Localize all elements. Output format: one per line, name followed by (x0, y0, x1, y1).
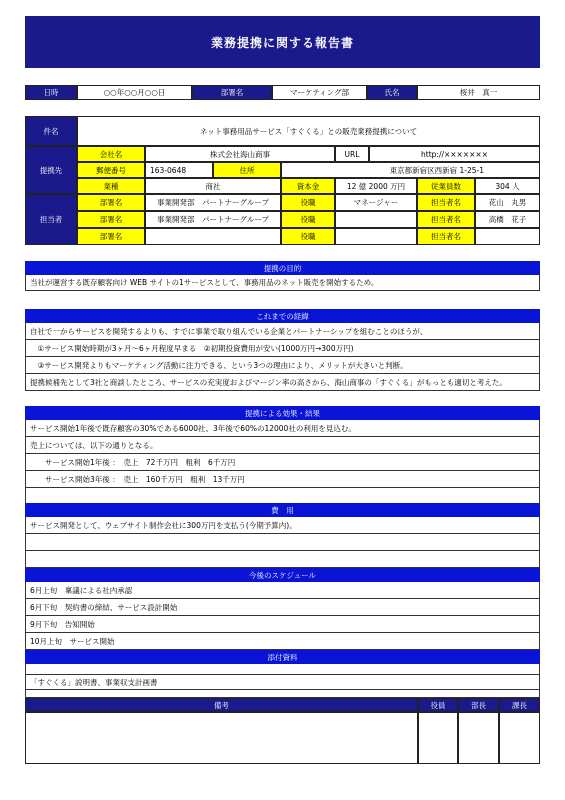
contact-person-value: 花山 丸男 (475, 194, 540, 211)
background-heading: これまでの経緯 (25, 309, 540, 323)
employees-value: 304 人 (475, 178, 540, 194)
contact-dept-value: 事業開発部 パートナーグループ (145, 211, 281, 228)
contact-role-value (335, 211, 417, 228)
officer-stamp-box[interactable] (418, 712, 458, 764)
schedule-heading: 今後のスケジュール (25, 568, 540, 582)
contact-person-label: 担当者名 (417, 194, 475, 211)
cost-line (25, 551, 540, 568)
manager-label: 部長 (458, 698, 499, 712)
cost-line (25, 534, 540, 551)
url-value: http://××××××× (369, 146, 540, 162)
contact-dept-value (145, 228, 281, 245)
company-value: 株式会社海山商事 (145, 146, 335, 162)
industry-label: 業種 (77, 178, 145, 194)
section-chief-stamp-box[interactable] (499, 712, 540, 764)
contact-dept-value: 事業開発部 パートナーグループ (145, 194, 281, 211)
address-value: 東京都新宿区西新宿 1-25-1 (281, 162, 540, 178)
manager-stamp-box[interactable] (458, 712, 499, 764)
capital-value: 12 億 2000 万円 (335, 178, 417, 194)
contact-person-label: 担当者名 (417, 228, 475, 245)
contact-person-value (475, 228, 540, 245)
contact-dept-label: 部署名 (77, 228, 145, 245)
contact-role-label: 役職 (281, 228, 335, 245)
dept-label: 部署名 (192, 85, 272, 100)
url-label: URL (335, 146, 369, 162)
name-value: 桜井 真一 (417, 85, 540, 100)
section-chief-label: 課長 (499, 698, 540, 712)
address-label: 住所 (213, 162, 281, 178)
schedule-line: 10月上旬 サービス開始 (25, 633, 540, 650)
effects-line: サービス開始1年後 ： 売上 72千万円 粗利 6千万円 (25, 454, 540, 471)
subject-label: 件名 (25, 116, 77, 146)
schedule-line: 9月下旬 告知開始 (25, 616, 540, 633)
background-line: 提携候補先として3社と商談したところ、サービスの充実度およびマージン率の高さから、海山商事の「すぐくる」がもっとも適切と考えた。 (25, 374, 540, 391)
industry-value: 商社 (145, 178, 281, 194)
officer-label: 役員 (418, 698, 458, 712)
employees-label: 従業員数 (417, 178, 475, 194)
name-label: 氏名 (367, 85, 417, 100)
attachments-line: 「すぐくる」説明書、事業収支計画書 (25, 675, 540, 690)
background-line: ①サービス開始時期が3ヶ月～6ヶ月程度早まる ②初期投資費用が安い(1000万円→300万円) (25, 340, 540, 357)
cost-heading: 費 用 (25, 503, 540, 517)
remarks-label: 備考 (25, 698, 418, 712)
effects-line: サービス開始1年後で既存顧客の30%である6000社、3年後で60%の12000社の利用を見込む。 (25, 420, 540, 437)
capital-label: 資本金 (281, 178, 335, 194)
remarks-box[interactable] (25, 712, 418, 764)
page-title: 業務提携に関する報告書 (210, 35, 354, 50)
company-label: 会社名 (77, 146, 145, 162)
contact-dept-label: 部署名 (77, 194, 145, 211)
subject-value: ネット事務用品サービス「すぐくる」との販売業務提携について (77, 116, 540, 146)
background-line: 自社で一からサービスを開発するよりも、すでに事業で取り組んでいる企業とパートナーシップを組むことのほうが、 (25, 323, 540, 340)
purpose-heading: 提携の目的 (25, 261, 540, 275)
effects-line: 売上については、以下の通りとなる。 (25, 437, 540, 454)
title-banner (25, 16, 540, 68)
contact-person-value: 高橋 花子 (475, 211, 540, 228)
effects-line: サービス開始3年後 ： 売上 160千万円 粗利 13千万円 (25, 471, 540, 488)
partner-label: 提携先 (25, 146, 77, 194)
postal-label: 郵便番号 (77, 162, 145, 178)
attachments-line (25, 664, 540, 675)
date-value: ○○年○○月○○日 (77, 85, 192, 100)
effects-heading: 提携による効果・結果 (25, 406, 540, 420)
dept-value: マーケティング部 (272, 85, 367, 100)
contact-role-value: マネージャー (335, 194, 417, 211)
cost-line: サービス開発として、ウェブサイト制作会社に300万円を支払う(今期予算内)。 (25, 517, 540, 534)
postal-value: 163-0648 (145, 162, 213, 178)
schedule-line: 6月下旬 契約書の締結、サービス設計開始 (25, 599, 540, 616)
attachments-line (25, 690, 540, 698)
schedule-line: 6月上旬 稟議による社内承認 (25, 582, 540, 599)
purpose-line: 当社が運営する既存顧客向け WEB サイトの1サービスとして、事務用品のネット販売を開始するため。 (25, 275, 540, 291)
contact-role-label: 役職 (281, 194, 335, 211)
contact-role-value (335, 228, 417, 245)
contacts-label: 担当者 (25, 194, 77, 245)
contact-dept-label: 部署名 (77, 211, 145, 228)
attachments-heading: 添付資料 (25, 650, 540, 664)
contact-role-label: 役職 (281, 211, 335, 228)
date-label: 日時 (25, 85, 77, 100)
background-line: ③サービス開発よりもマーケティング活動に注力できる、という3つの理由により、メリットが大きいと判断。 (25, 357, 540, 374)
contact-person-label: 担当者名 (417, 211, 475, 228)
